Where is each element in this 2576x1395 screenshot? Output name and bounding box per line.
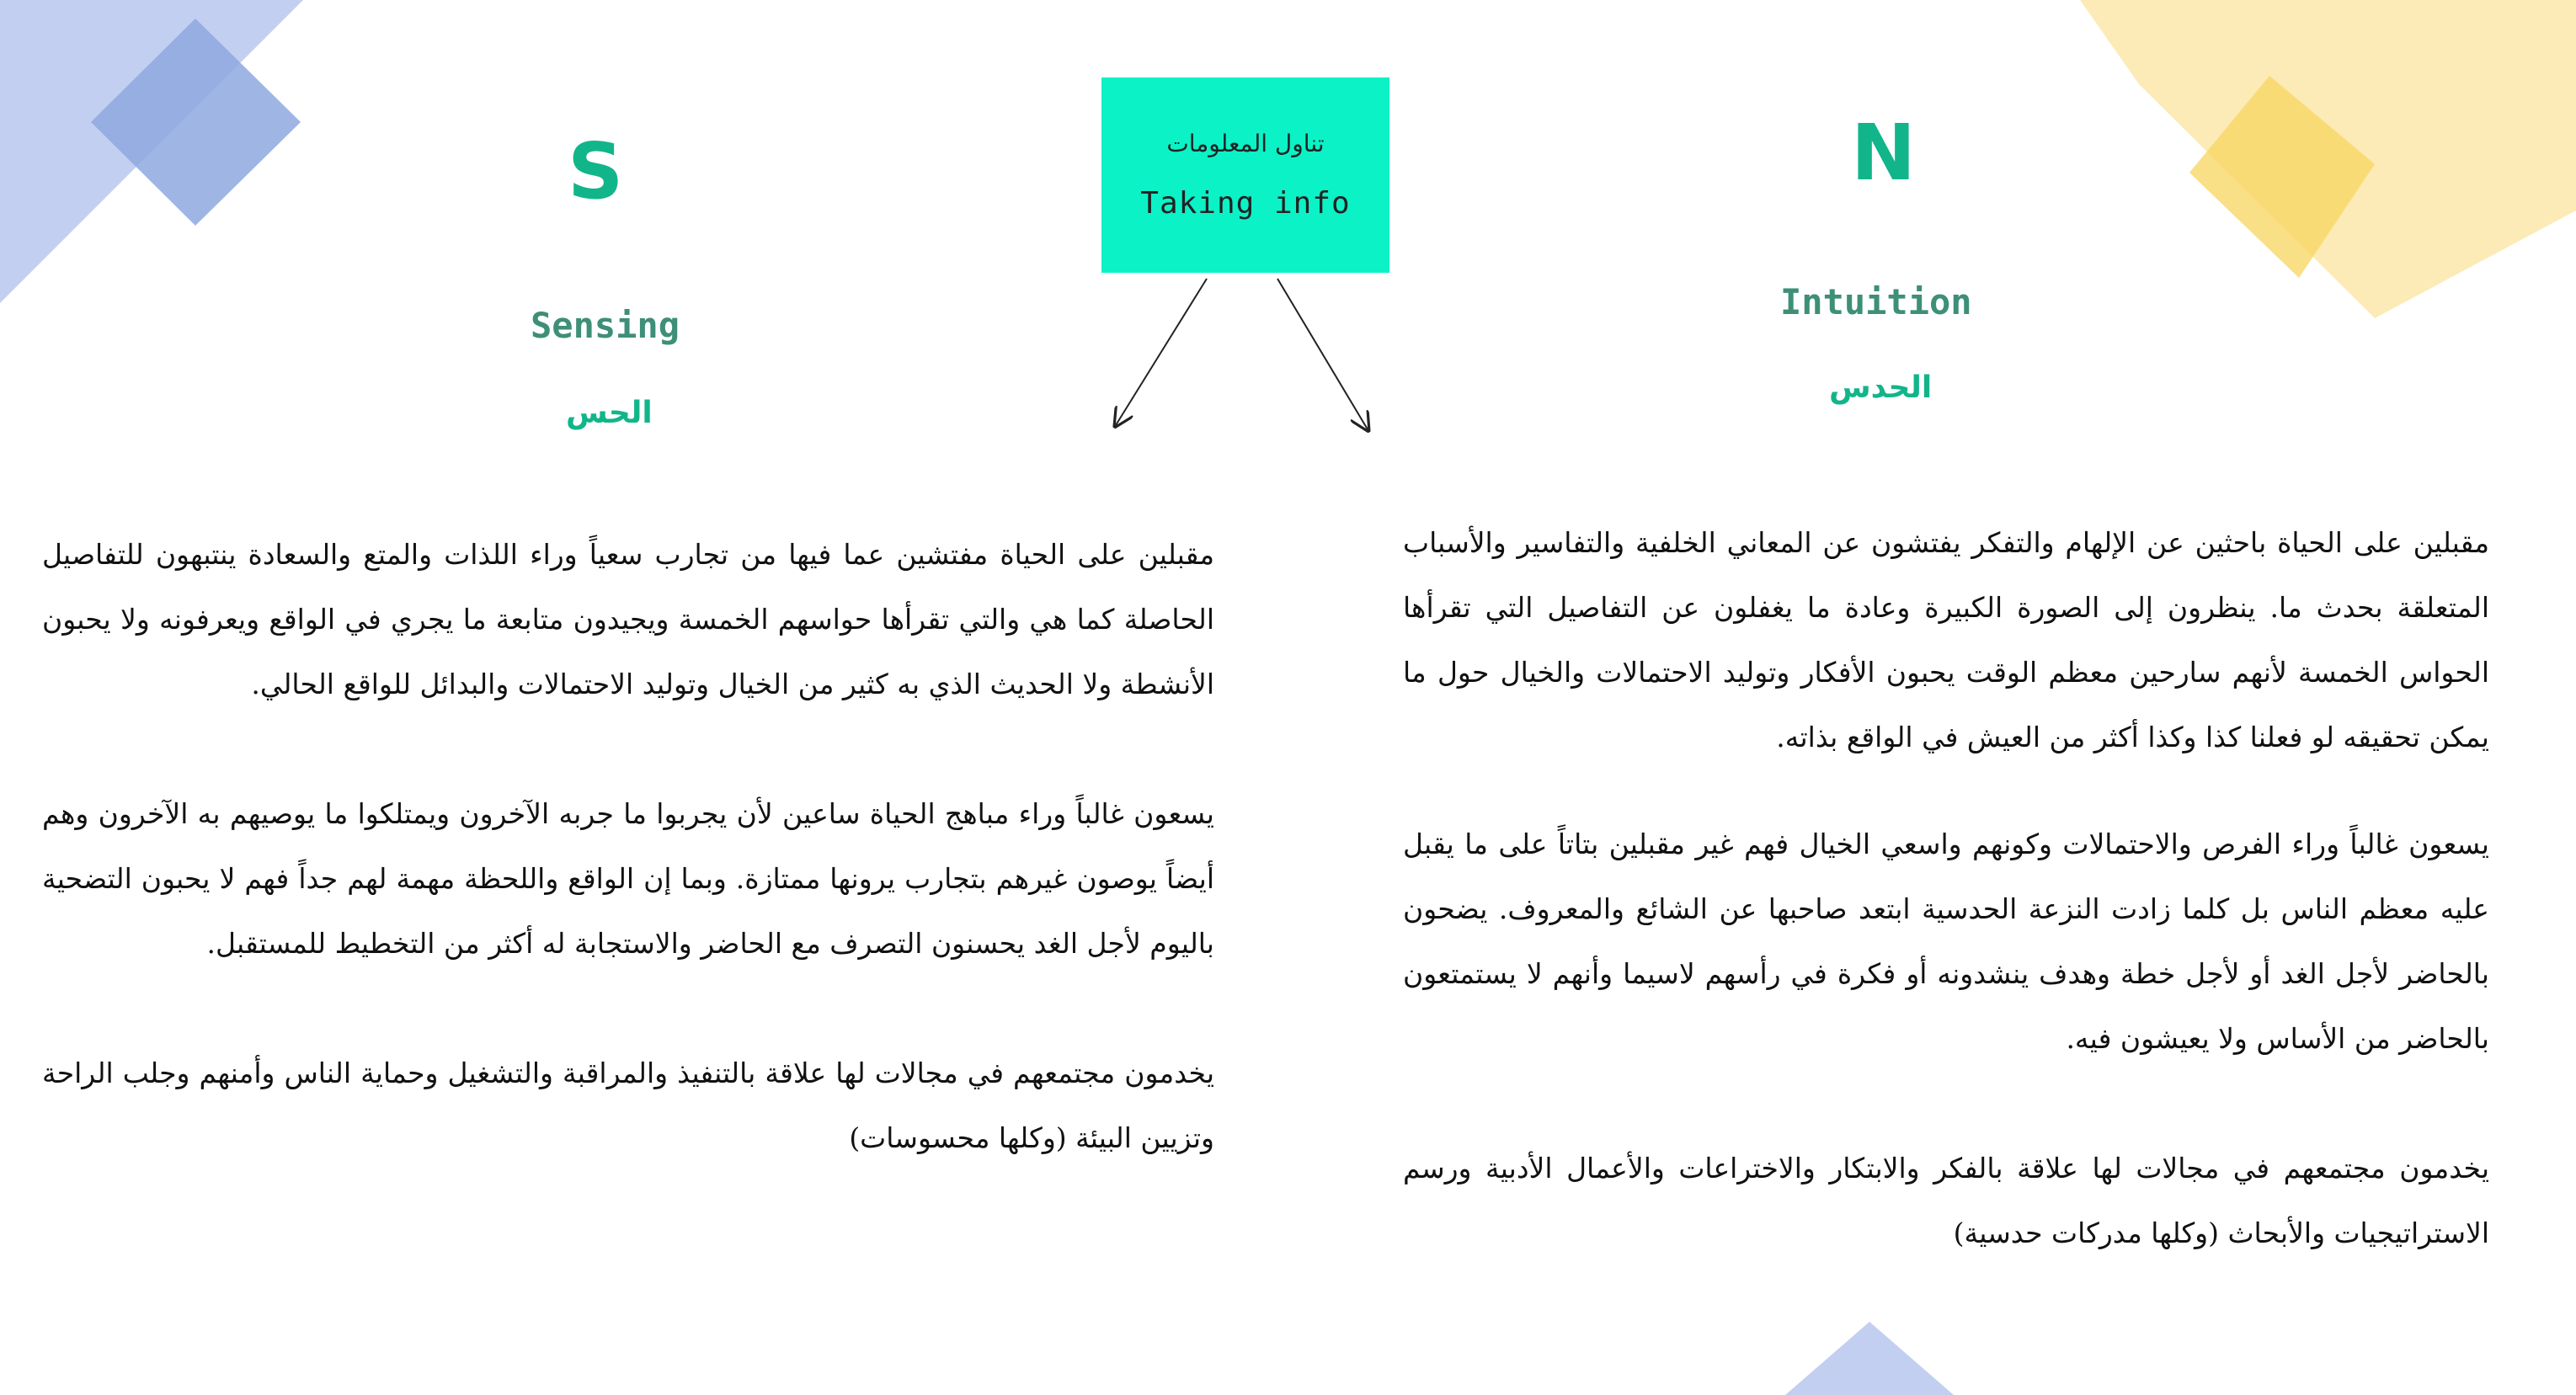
arrow-to-sensing <box>1116 279 1207 425</box>
sensing-label-en: Sensing <box>531 305 680 346</box>
intuition-paragraph-3: يخدمون مجتمعهم في مجالات لها علاقة بالفكر والابتكار والاختراعات والأعمال الأدبية ورسم الاستراتيجيات والأبحاث (وكلها مدركات حدسية) <box>1403 1152 2489 1249</box>
title-english: Taking info <box>1140 186 1351 221</box>
intuition-paragraph-2: يسعون غالباً وراء الفرص والاحتمالات وكونهم واسعي الخيال فهم غير مقبلين بتاتاً على ما يقبل عليه معظم الناس بل كلما زادت النزعة الحدسية ابتعد صاحبها عن الشائع والمعروف. يضحون بالحاضر لأجل الغد أو لأجل خطة وهدف ينشدونه أو فكرة في رأسهم لاسيما وأنهم لا يستمتعون بالحاضر من الأساس ولا يعيشون فيه. <box>1403 828 2489 1055</box>
intuition-text-column <box>1403 510 2489 1265</box>
sensing-paragraph-3: يخدمون مجتمعهم في مجالات لها علاقة بالتنفيذ والمراقبة والتشغيل وحماية الناس وأمنهم وجلب الراحة وتزيين البيئة (وكلها محسوسات) <box>42 1057 1214 1154</box>
intuition-paragraph-1: مقبلين على الحياة باحثين عن الإلهام والتفكر يفتشون عن المعاني الخلفية والتفاسير والأسباب المتعلقة بحدث ما. ينظرون إلى الصورة الكبيرة وعادة ما يغفلون عن التفاصيل التي تقرأها الحواس الخمسة لأنهم سارحين معظم الوقت يحبون الأفكار وتوليد الاحتمالات والخيال حول ما يمكن تحقيقه لو فعلنا كذا وكذا أكثر من العيش في الواقع بذاته. <box>1403 526 2489 753</box>
title-arabic: تناول المعلومات <box>1166 130 1325 157</box>
sensing-letter: S <box>568 126 624 216</box>
sensing-paragraph-1: مقبلين على الحياة مفتشين عما فيها من تجارب سعياً وراء اللذات والمتع والسعادة ينتبهون للتفاصيل الحاصلة كما هي والتي تقرأها حواسهم الخمسة ويجيدون متابعة ما يجري في الواقع ويعرفونه ولا يحبون الأنشطة ولا الحديث الذي به كثير من الخيال وتوليد الاحتمالات والبدائل للواقع الحالي. <box>42 538 1214 700</box>
sensing-label-ar: الحس <box>566 396 653 430</box>
sensing-paragraph-2: يسعون غالباً وراء مباهج الحياة ساعين لأن يجربوا ما جربه الآخرون ويمتلكوا ما يوصيهم به الآخرون وهم أيضاً يوصون غيرهم بتجارب يرونها ممتازة. وبما إن الواقع واللحظة مهمة لهم جداً فهم لا يحبون التضحية باليوم لأجل الغد يحسنون التصرف مع الحاضر والاستجابة له أكثر من التخطيط للمستقبل. <box>42 797 1214 960</box>
intuition-letter: N <box>1851 108 1916 198</box>
intuition-label-ar: الحدس <box>1829 370 1933 405</box>
sensing-text-column <box>42 522 1214 1170</box>
intuition-label-en: Intuition <box>1780 281 1972 322</box>
arrow-to-intuition <box>1277 279 1368 429</box>
